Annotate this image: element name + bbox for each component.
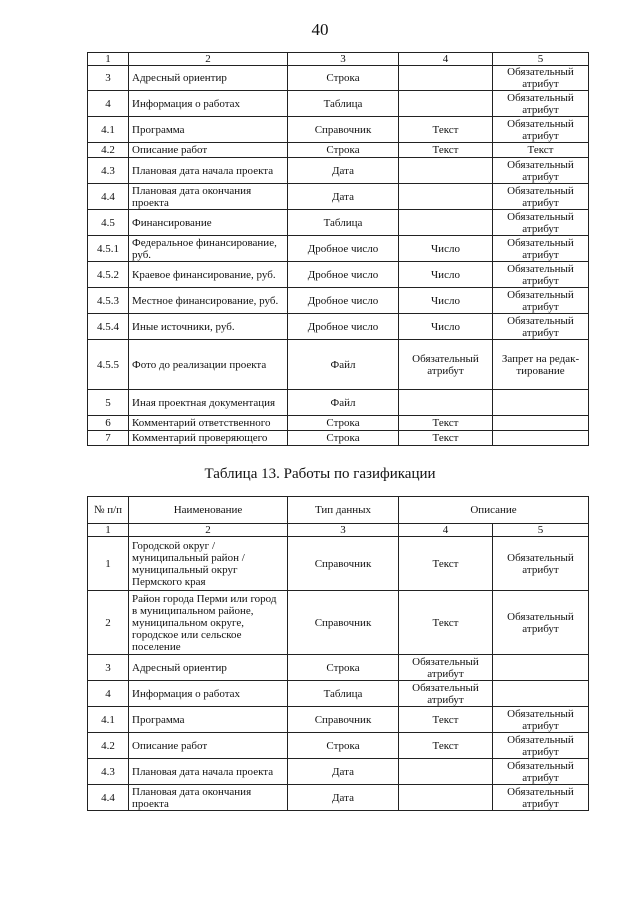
row-number: 4 — [88, 681, 129, 707]
row-name: Программа — [129, 707, 288, 733]
row-col5 — [493, 416, 589, 431]
row-name: Местное финансирование, руб. — [129, 288, 288, 314]
column-number: 3 — [288, 524, 399, 537]
row-name: Финансирование — [129, 210, 288, 236]
row-col5: Обязательный атрибут — [493, 288, 589, 314]
row-name: Плановая дата окончания проекта — [129, 184, 288, 210]
column-number: 2 — [129, 524, 288, 537]
row-name: Плановая дата начала проекта — [129, 759, 288, 785]
row-number: 4.5.3 — [88, 288, 129, 314]
column-number: 1 — [88, 53, 129, 66]
row-name: Описание работ — [129, 143, 288, 158]
table-row — [88, 416, 589, 431]
row-name: Район города Перми или город в муниципальном районе, муниципальном округе, городское или сельское поселение — [129, 591, 288, 655]
row-number: 4.1 — [88, 117, 129, 143]
row-number: 3 — [88, 66, 129, 91]
row-data-type: Строка — [288, 431, 399, 446]
row-name: Комментарий проверяющего — [129, 431, 288, 446]
row-col4: Текст — [399, 416, 493, 431]
row-data-type: Дробное число — [288, 236, 399, 262]
row-col4: Текст — [399, 117, 493, 143]
row-name: Федеральное финансирование, руб. — [129, 236, 288, 262]
row-col4: Обязательный атрибут — [399, 655, 493, 681]
row-col5: Обязательный атрибут — [493, 537, 589, 591]
row-data-type: Дробное число — [288, 288, 399, 314]
header-num: № п/п — [88, 497, 129, 524]
row-data-type: Файл — [288, 340, 399, 390]
row-number: 4.5 — [88, 210, 129, 236]
table-row — [88, 91, 589, 117]
row-col5: Обязательный атрибут — [493, 210, 589, 236]
row-number: 1 — [88, 537, 129, 591]
table-row — [88, 314, 589, 340]
row-col5: Обязательный атрибут — [493, 733, 589, 759]
row-col4: Число — [399, 288, 493, 314]
row-data-type: Строка — [288, 143, 399, 158]
row-col5: Обязательный атрибут — [493, 785, 589, 811]
page-number: 40 — [311, 20, 329, 39]
row-col4: Число — [399, 314, 493, 340]
row-data-type: Дата — [288, 785, 399, 811]
row-col5 — [493, 655, 589, 681]
row-number: 4.3 — [88, 759, 129, 785]
table-row — [88, 390, 589, 416]
row-data-type: Строка — [288, 655, 399, 681]
row-name: Городской округ / муниципальный район / муниципальный округ Пермского края — [129, 537, 288, 591]
row-col4: Текст — [399, 431, 493, 446]
row-number: 7 — [88, 431, 129, 446]
row-col4 — [399, 66, 493, 91]
row-data-type: Дата — [288, 184, 399, 210]
row-name: Описание работ — [129, 733, 288, 759]
row-data-type: Дробное число — [288, 262, 399, 288]
row-col5: Обязательный атрибут — [493, 158, 589, 184]
row-number: 4 — [88, 91, 129, 117]
row-data-type: Файл — [288, 390, 399, 416]
row-name: Иная проектная документация — [129, 390, 288, 416]
row-col5: Обязательный атрибут — [493, 759, 589, 785]
table-row — [88, 591, 589, 655]
row-col4 — [399, 785, 493, 811]
row-data-type: Строка — [288, 733, 399, 759]
row-data-type: Строка — [288, 416, 399, 431]
row-data-type: Таблица — [288, 210, 399, 236]
column-number: 5 — [493, 524, 589, 537]
table-row — [88, 759, 589, 785]
row-col4: Обязательный атрибут — [399, 681, 493, 707]
row-col5 — [493, 431, 589, 446]
row-name: Фото до реализации проекта — [129, 340, 288, 390]
row-col5: Обязательный атрибут — [493, 236, 589, 262]
column-number-row — [88, 53, 589, 66]
table-row — [88, 210, 589, 236]
column-number: 4 — [399, 524, 493, 537]
row-col5: Текст — [493, 143, 589, 158]
row-number: 4.4 — [88, 184, 129, 210]
row-data-type: Дата — [288, 759, 399, 785]
table-row — [88, 785, 589, 811]
row-col4 — [399, 210, 493, 236]
column-number: 1 — [88, 524, 129, 537]
table-row — [88, 66, 589, 91]
row-col5: Обязательный атрибут — [493, 591, 589, 655]
column-number: 3 — [288, 53, 399, 66]
row-number: 4.5.5 — [88, 340, 129, 390]
row-number: 4.2 — [88, 143, 129, 158]
table-header-row — [88, 497, 589, 524]
row-number: 3 — [88, 655, 129, 681]
table-row — [88, 431, 589, 446]
row-data-type: Строка — [288, 66, 399, 91]
table-row — [88, 681, 589, 707]
row-data-type: Таблица — [288, 681, 399, 707]
row-col5: Обязательный атрибут — [493, 262, 589, 288]
table-row — [88, 537, 589, 591]
row-number: 4.5.4 — [88, 314, 129, 340]
row-col4: Текст — [399, 143, 493, 158]
row-col4: Число — [399, 262, 493, 288]
table-row — [88, 288, 589, 314]
table-row — [88, 184, 589, 210]
row-col5: Запрет на редак-тирование — [493, 340, 589, 390]
row-data-type: Справочник — [288, 591, 399, 655]
row-number: 6 — [88, 416, 129, 431]
row-data-type: Справочник — [288, 537, 399, 591]
row-number: 5 — [88, 390, 129, 416]
table-row — [88, 262, 589, 288]
row-number: 4.5.2 — [88, 262, 129, 288]
row-name: Краевое финансирование, руб. — [129, 262, 288, 288]
row-number: 4.2 — [88, 733, 129, 759]
table-row — [88, 733, 589, 759]
table-row — [88, 158, 589, 184]
row-data-type: Дата — [288, 158, 399, 184]
row-data-type: Дробное число — [288, 314, 399, 340]
row-name: Информация о работах — [129, 681, 288, 707]
attributes-table-continued — [87, 52, 589, 446]
table-row — [88, 707, 589, 733]
row-data-type: Справочник — [288, 707, 399, 733]
row-col4: Число — [399, 236, 493, 262]
header-name: Наименование — [129, 497, 288, 524]
row-col5: Обязательный атрибут — [493, 91, 589, 117]
row-col4 — [399, 759, 493, 785]
row-name: Адресный ориентир — [129, 66, 288, 91]
row-data-type: Таблица — [288, 91, 399, 117]
row-col5: Обязательный атрибут — [493, 66, 589, 91]
row-name: Иные источники, руб. — [129, 314, 288, 340]
row-col5: Обязательный атрибут — [493, 184, 589, 210]
column-number: 5 — [493, 53, 589, 66]
table-13-title: Таблица 13. Работы по газификации — [204, 466, 436, 482]
gasification-works-table — [87, 496, 589, 811]
table-row — [88, 143, 589, 158]
header-description: Описание — [399, 497, 589, 524]
column-number-row — [88, 524, 589, 537]
row-col5: Обязательный атрибут — [493, 314, 589, 340]
row-col4: Текст — [399, 591, 493, 655]
row-name: Адресный ориентир — [129, 655, 288, 681]
row-col4: Текст — [399, 733, 493, 759]
column-number: 2 — [129, 53, 288, 66]
row-col5: Обязательный атрибут — [493, 117, 589, 143]
row-col4: Текст — [399, 537, 493, 591]
table-row — [88, 655, 589, 681]
row-name: Информация о работах — [129, 91, 288, 117]
row-name: Плановая дата начала проекта — [129, 158, 288, 184]
table-row — [88, 236, 589, 262]
row-number: 2 — [88, 591, 129, 655]
table-row — [88, 340, 589, 390]
row-col4 — [399, 184, 493, 210]
header-type: Тип данных — [288, 497, 399, 524]
row-name: Комментарий ответственного — [129, 416, 288, 431]
row-number: 4.5.1 — [88, 236, 129, 262]
row-col4 — [399, 390, 493, 416]
row-number: 4.1 — [88, 707, 129, 733]
row-number: 4.3 — [88, 158, 129, 184]
row-col4 — [399, 91, 493, 117]
row-col4 — [399, 158, 493, 184]
row-col5 — [493, 681, 589, 707]
row-name: Плановая дата окончания проекта — [129, 785, 288, 811]
row-col4: Текст — [399, 707, 493, 733]
table-row — [88, 117, 589, 143]
row-data-type: Справочник — [288, 117, 399, 143]
row-col5 — [493, 390, 589, 416]
row-col4: Обязательный атрибут — [399, 340, 493, 390]
row-number: 4.4 — [88, 785, 129, 811]
row-name: Программа — [129, 117, 288, 143]
column-number: 4 — [399, 53, 493, 66]
row-col5: Обязательный атрибут — [493, 707, 589, 733]
